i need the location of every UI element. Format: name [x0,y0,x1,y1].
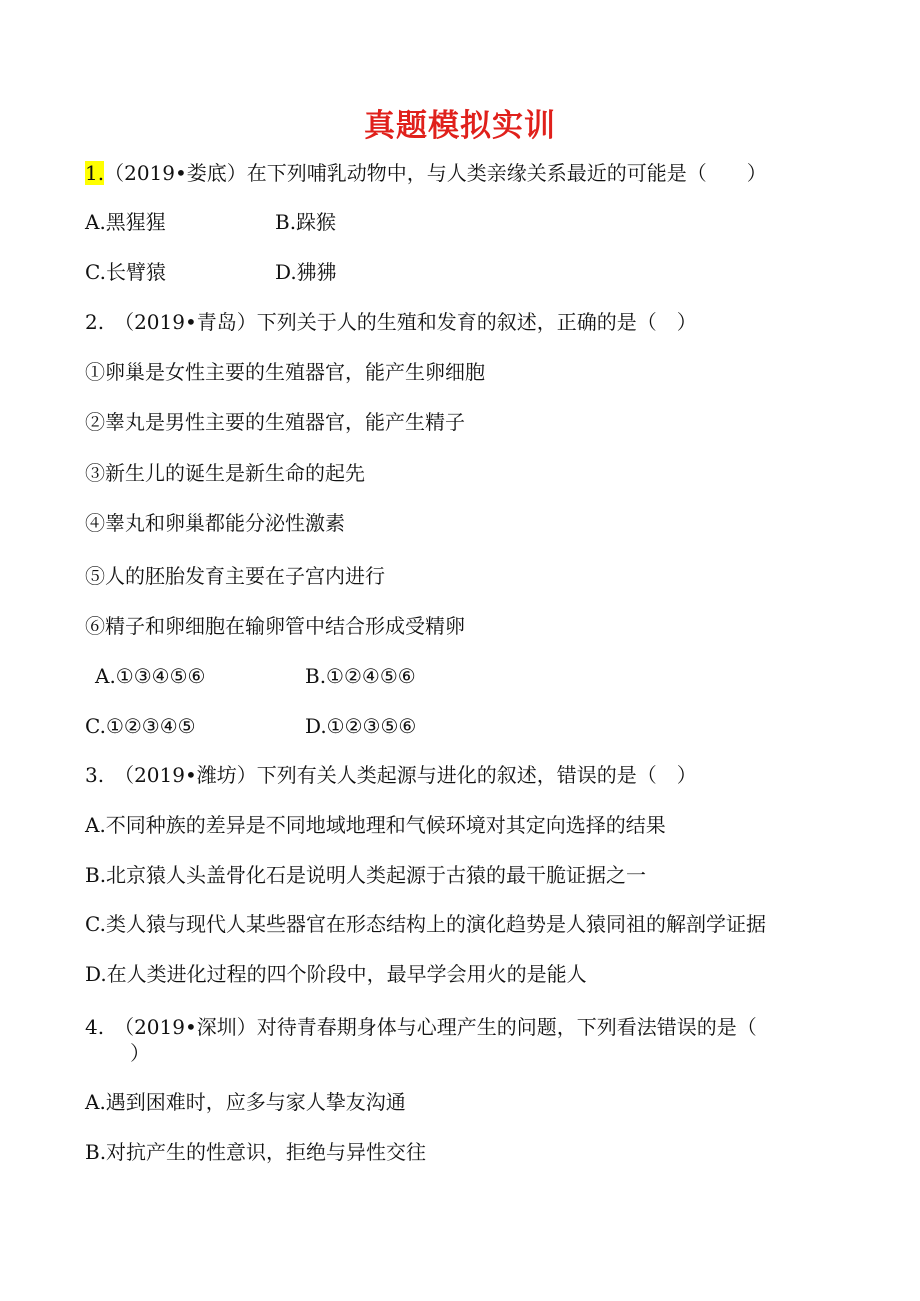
question-1-number: 1. [85,161,105,185]
question-1-stem [85,160,767,186]
question-2-option-c: C.①②③④⑤ [85,714,196,738]
question-1-option-a: A.黑猩猩 [85,210,166,234]
question-2-stem: 2. （2019•青岛）下列关于人的生殖和发育的叙述，正确的是（ ） [85,310,697,334]
question-2-options-row-1 [95,663,795,689]
question-2-statement: ①卵巢是女性主要的生殖器官，能产生卵细胞 [85,360,485,384]
question-2-option-d: D.①②③⑤⑥ [305,714,417,738]
question-1-text: （2019•娄底）在下列哺乳动物中，与人类亲缘关系最近的可能是（ ） [104,161,767,185]
question-3-option-b: B.北京猿人头盖骨化石是说明人类起源于古猿的最干脆证据之一 [85,863,647,887]
question-3-option-c: C.类人猿与现代人某些器官在形态结构上的演化趋势是人猿同祖的解剖学证据 [85,912,766,936]
question-3-option-a: A.不同种族的差异是不同地域地理和气候环境对其定向选择的结果 [85,813,666,837]
question-2-statement: ②睾丸是男性主要的生殖器官，能产生精子 [85,410,465,434]
question-1-option-d: D.狒狒 [275,260,337,284]
question-2-option-b: B.①②④⑤⑥ [305,664,416,688]
question-4-stem: 4. （2019•深圳）对待青春期身体与心理产生的问题，下列看法错误的是（ [85,1015,757,1039]
question-2-options-row-2 [85,713,785,739]
question-1-options-row-1 [85,209,785,235]
question-1-options-row-2 [85,259,785,285]
question-4-option-b: B.对抗产生的性意识，拒绝与异性交往 [85,1140,427,1164]
question-3-stem: 3. （2019•潍坊）下列有关人类起源与进化的叙述，错误的是（ ） [85,763,697,787]
question-2-statement: ④睾丸和卵巢都能分泌性激素 [85,511,345,535]
question-4-stem-continued: ） [110,1041,150,1065]
question-1-option-c: C.长臂猿 [85,260,166,284]
question-4-option-a: A.遇到困难时，应多与家人挚友沟通 [85,1090,406,1114]
page-title: 真题模拟实训 [364,108,556,144]
question-3-option-d: D.在人类进化过程的四个阶段中，最早学会用火的是能人 [85,962,587,986]
question-2-option-a: A.①③④⑤⑥ [95,664,206,688]
question-1-option-b: B.跺猴 [275,210,337,234]
question-2-statement: ⑥精子和卵细胞在输卵管中结合形成受精卵 [85,614,465,638]
question-2-statement: ③新生儿的诞生是新生命的起先 [85,461,365,485]
question-2-statement: ⑤人的胚胎发育主要在子宫内进行 [85,564,385,588]
